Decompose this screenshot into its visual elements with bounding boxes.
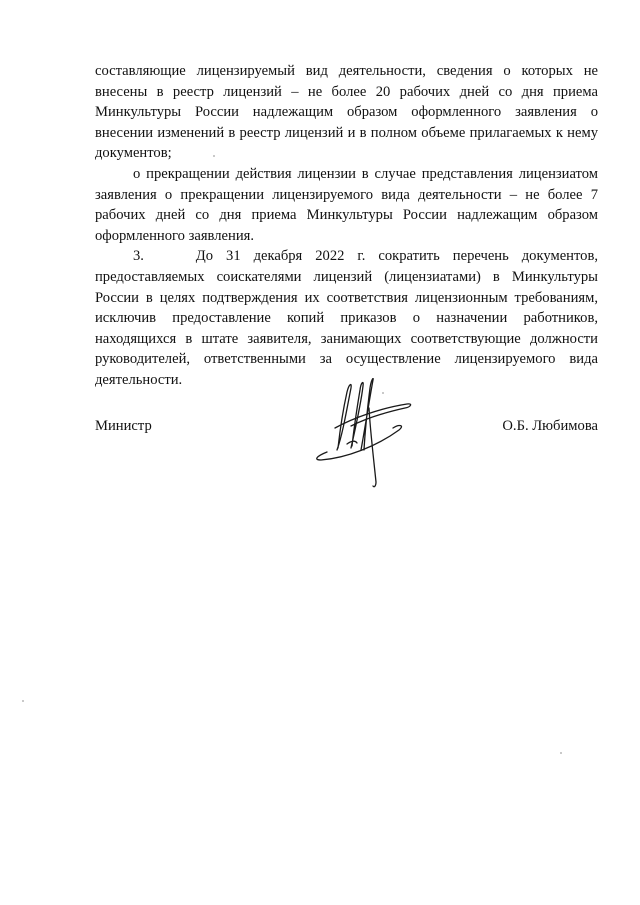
- document-body: [95, 61, 598, 391]
- scan-speck: [213, 155, 215, 157]
- handwritten-signature: [307, 378, 423, 490]
- scan-speck: [22, 700, 24, 702]
- signatory-name: О.Б. Любимова: [502, 418, 598, 434]
- position-title: Министр: [95, 418, 152, 434]
- scan-speck: [382, 392, 384, 394]
- paragraph-license-termination: о прекращении действия лицензии в случае представления лицензиатом заявления о прекращении лицензируемого вида деятельности – не более 7 рабочих дней со дня приема Минкультуры России надлежащим образом оформленного заявления.: [95, 165, 598, 244]
- paragraph-item-3: 3. До 31 декабря 2022 г. сократить перечень документов, предоставляемых соискателями лицензий (лицензиатами) в Минкультуры России в целях подтверждения их соответствия лицензионным требованиям, исключив предоставление копий приказов о назначении работников, находящихся в штате заявителя, занимающих соответствующие должности руководителей, ответственными за осуществление лицензируемого вида деятельности.: [95, 248, 598, 388]
- paragraph-licensing-changes: составляющие лицензируемый вид деятельности, сведения о которых не внесены в реестр лицензий – не более 20 рабочих дней со дня приема Минкультуры России надлежащим образом оформленного заявления о внесении изменений в реестр лицензий и в полном объеме прилагаемых к нему документов;: [95, 63, 598, 162]
- signature-block: [95, 412, 598, 492]
- scan-speck: [560, 752, 562, 754]
